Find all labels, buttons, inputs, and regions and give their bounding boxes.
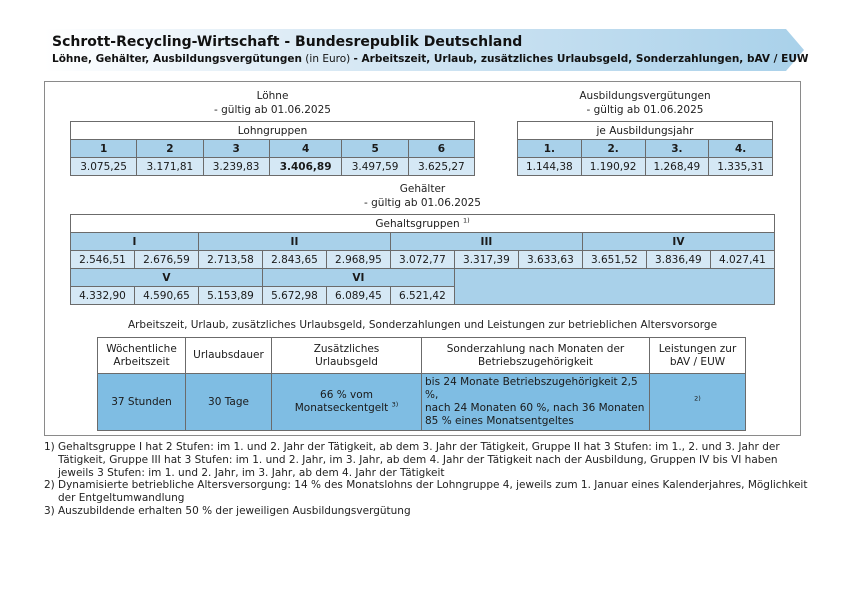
header-arbeitszeit: Wöchentliche Arbeitszeit [98,338,186,374]
header-bav: Leistungen zur bAV / EUW [650,338,746,374]
lohngruppe-2: 2 [137,140,203,158]
lohn-value-4: 3.406,89 [269,158,342,176]
gehalt-value: 2.843,65 [262,251,326,269]
extras-table [97,337,746,431]
gehalt-empty-area [454,269,774,305]
lohngruppe-6: 6 [408,140,474,158]
gehalt-value: 4.027,41 [710,251,774,269]
lohn-value-6: 3.625,27 [408,158,474,176]
ausbildung-value-1: 1.144,38 [518,158,582,176]
lohn-value-2: 3.171,81 [137,158,203,176]
gehaltsgruppe-ii: II [198,233,390,251]
page-title: Schrott-Recycling-Wirtschaft - Bundesrepublik Deutschland [52,34,523,50]
gehalt-value: 4.332,90 [71,287,135,305]
value-arbeitszeit: 37 Stunden [98,374,186,431]
ausbildungsjahr-3: 3. [645,140,709,158]
gehalt-value: 2.968,95 [326,251,390,269]
gehaelter-caption: Gehälter - gültig ab 01.06.2025 [364,183,481,209]
header-sonderzahlung: Sonderzahlung nach Monaten der Betriebszugehörigkeit [422,338,650,374]
header-urlaubsdauer: Urlaubsdauer [186,338,272,374]
gehaltsgruppe-v: V [71,269,263,287]
footnote-3: 3) Auszubildende erhalten 50 % der jeweiligen Ausbildungsvergütung [44,504,411,517]
ausbildung-caption: Ausbildungsvergütungen - gültig ab 01.06.2025 [579,90,711,116]
gehaltsgruppe-vi: VI [262,269,454,287]
gehalt-value: 6.089,45 [326,287,390,305]
value-urlaubsdauer: 30 Tage [186,374,272,431]
gehalt-value: 3.651,52 [582,251,646,269]
gehalt-value: 4.590,65 [134,287,198,305]
gehalt-value: 3.317,39 [454,251,518,269]
gehalt-value: 5.153,89 [198,287,262,305]
gehalt-value: 3.633,63 [518,251,582,269]
gehaltsgruppe-i: I [71,233,199,251]
footnotes [44,441,814,518]
lohngruppe-4: 4 [269,140,342,158]
loehne-caption: Löhne - gültig ab 01.06.2025 [214,90,331,116]
ausbildungsjahr-1: 1. [518,140,582,158]
footnote-1: 1) Gehaltsgruppe I hat 2 Stufen: im 1. und 2. Jahr der Tätigkeit, ab dem 3. Jahr der Tätigkeit, Gruppe II hat 3 Stufen: im 1., 2. und 3. Jahr der Tätigkeit, Gruppe III hat 3 Stufen: im 1. und 2. Jahr, im 3. Jahr, ab dem 4. Jahr der Tätigkeit nach der Ausbildung, Gruppen IV bis VI haben jeweils 3 Stufen: im 1. und 2. Jahr, im 3. Jahr, ab dem 4. Jahr der Tätigkeit [44,441,780,479]
extras-caption: Arbeitszeit, Urlaub, zusätzliches Urlaubsgeld, Sonderzahlungen und Leistungen zur betrieblichen Altersvorsorge [127,319,718,331]
header-banner [44,29,809,71]
value-sonderzahlung: bis 24 Monate Betriebszugehörigkeit 2,5 %, nach 24 Monaten 60 %, nach 36 Monaten 85 % eines Monatsentgeltes [422,374,650,431]
lohngruppe-1: 1 [71,140,137,158]
ausbildungsjahr-2: 2. [581,140,645,158]
gehaltsgruppe-iv: IV [582,233,774,251]
lohn-value-3: 3.239,83 [203,158,269,176]
gehalt-value: 2.546,51 [71,251,135,269]
header-urlaubsgeld: Zusätzliches Urlaubsgeld [272,338,422,374]
gehalt-value: 6.521,42 [390,287,454,305]
page-subtitle: Löhne, Gehälter, Ausbildungsvergütungen (in Euro) - Arbeitszeit, Urlaub, zusätzliches Urlaubsgeld, Sonderzahlungen, bAV / EUW [52,53,809,65]
loehne-table [70,121,475,176]
loehne-group-header: Lohngruppen [71,122,475,140]
lohngruppe-3: 3 [203,140,269,158]
gehalt-value: 3.072,77 [390,251,454,269]
value-urlaubsgeld: 66 % vom Monatseckentgelt $^{3)}$ [272,374,422,431]
lohn-value-5: 3.497,59 [342,158,408,176]
ausbildung-group-header: je Ausbildungsjahr [518,122,773,140]
ausbildung-value-3: 1.268,49 [645,158,709,176]
value-bav: 2) [650,374,746,431]
ausbildungsjahr-4: 4. [709,140,773,158]
lohn-value-1: 3.075,25 [71,158,137,176]
ausbildung-value-2: 1.190,92 [581,158,645,176]
ausbildung-table [517,121,773,176]
ausbildung-value-4: 1.335,31 [709,158,773,176]
footnote-2: 2) Dynamisierte betriebliche Altersversorgung: 14 % des Monatslohns der Lohngruppe 4, jeweils zum 1. Januar eines Kalenderjahres, Möglichkeit der Entgeltumwandlung [44,479,808,505]
gehaltsgruppe-iii: III [390,233,582,251]
gehalt-value: 3.836,49 [646,251,710,269]
gehalt-value: 2.676,59 [134,251,198,269]
gehalt-group-header: Gehaltsgruppen $^{1)}$ [71,215,775,233]
gehaelter-table [70,214,775,305]
lohngruppe-5: 5 [342,140,408,158]
gehalt-value: 2.713,58 [198,251,262,269]
gehalt-value: 5.672,98 [262,287,326,305]
